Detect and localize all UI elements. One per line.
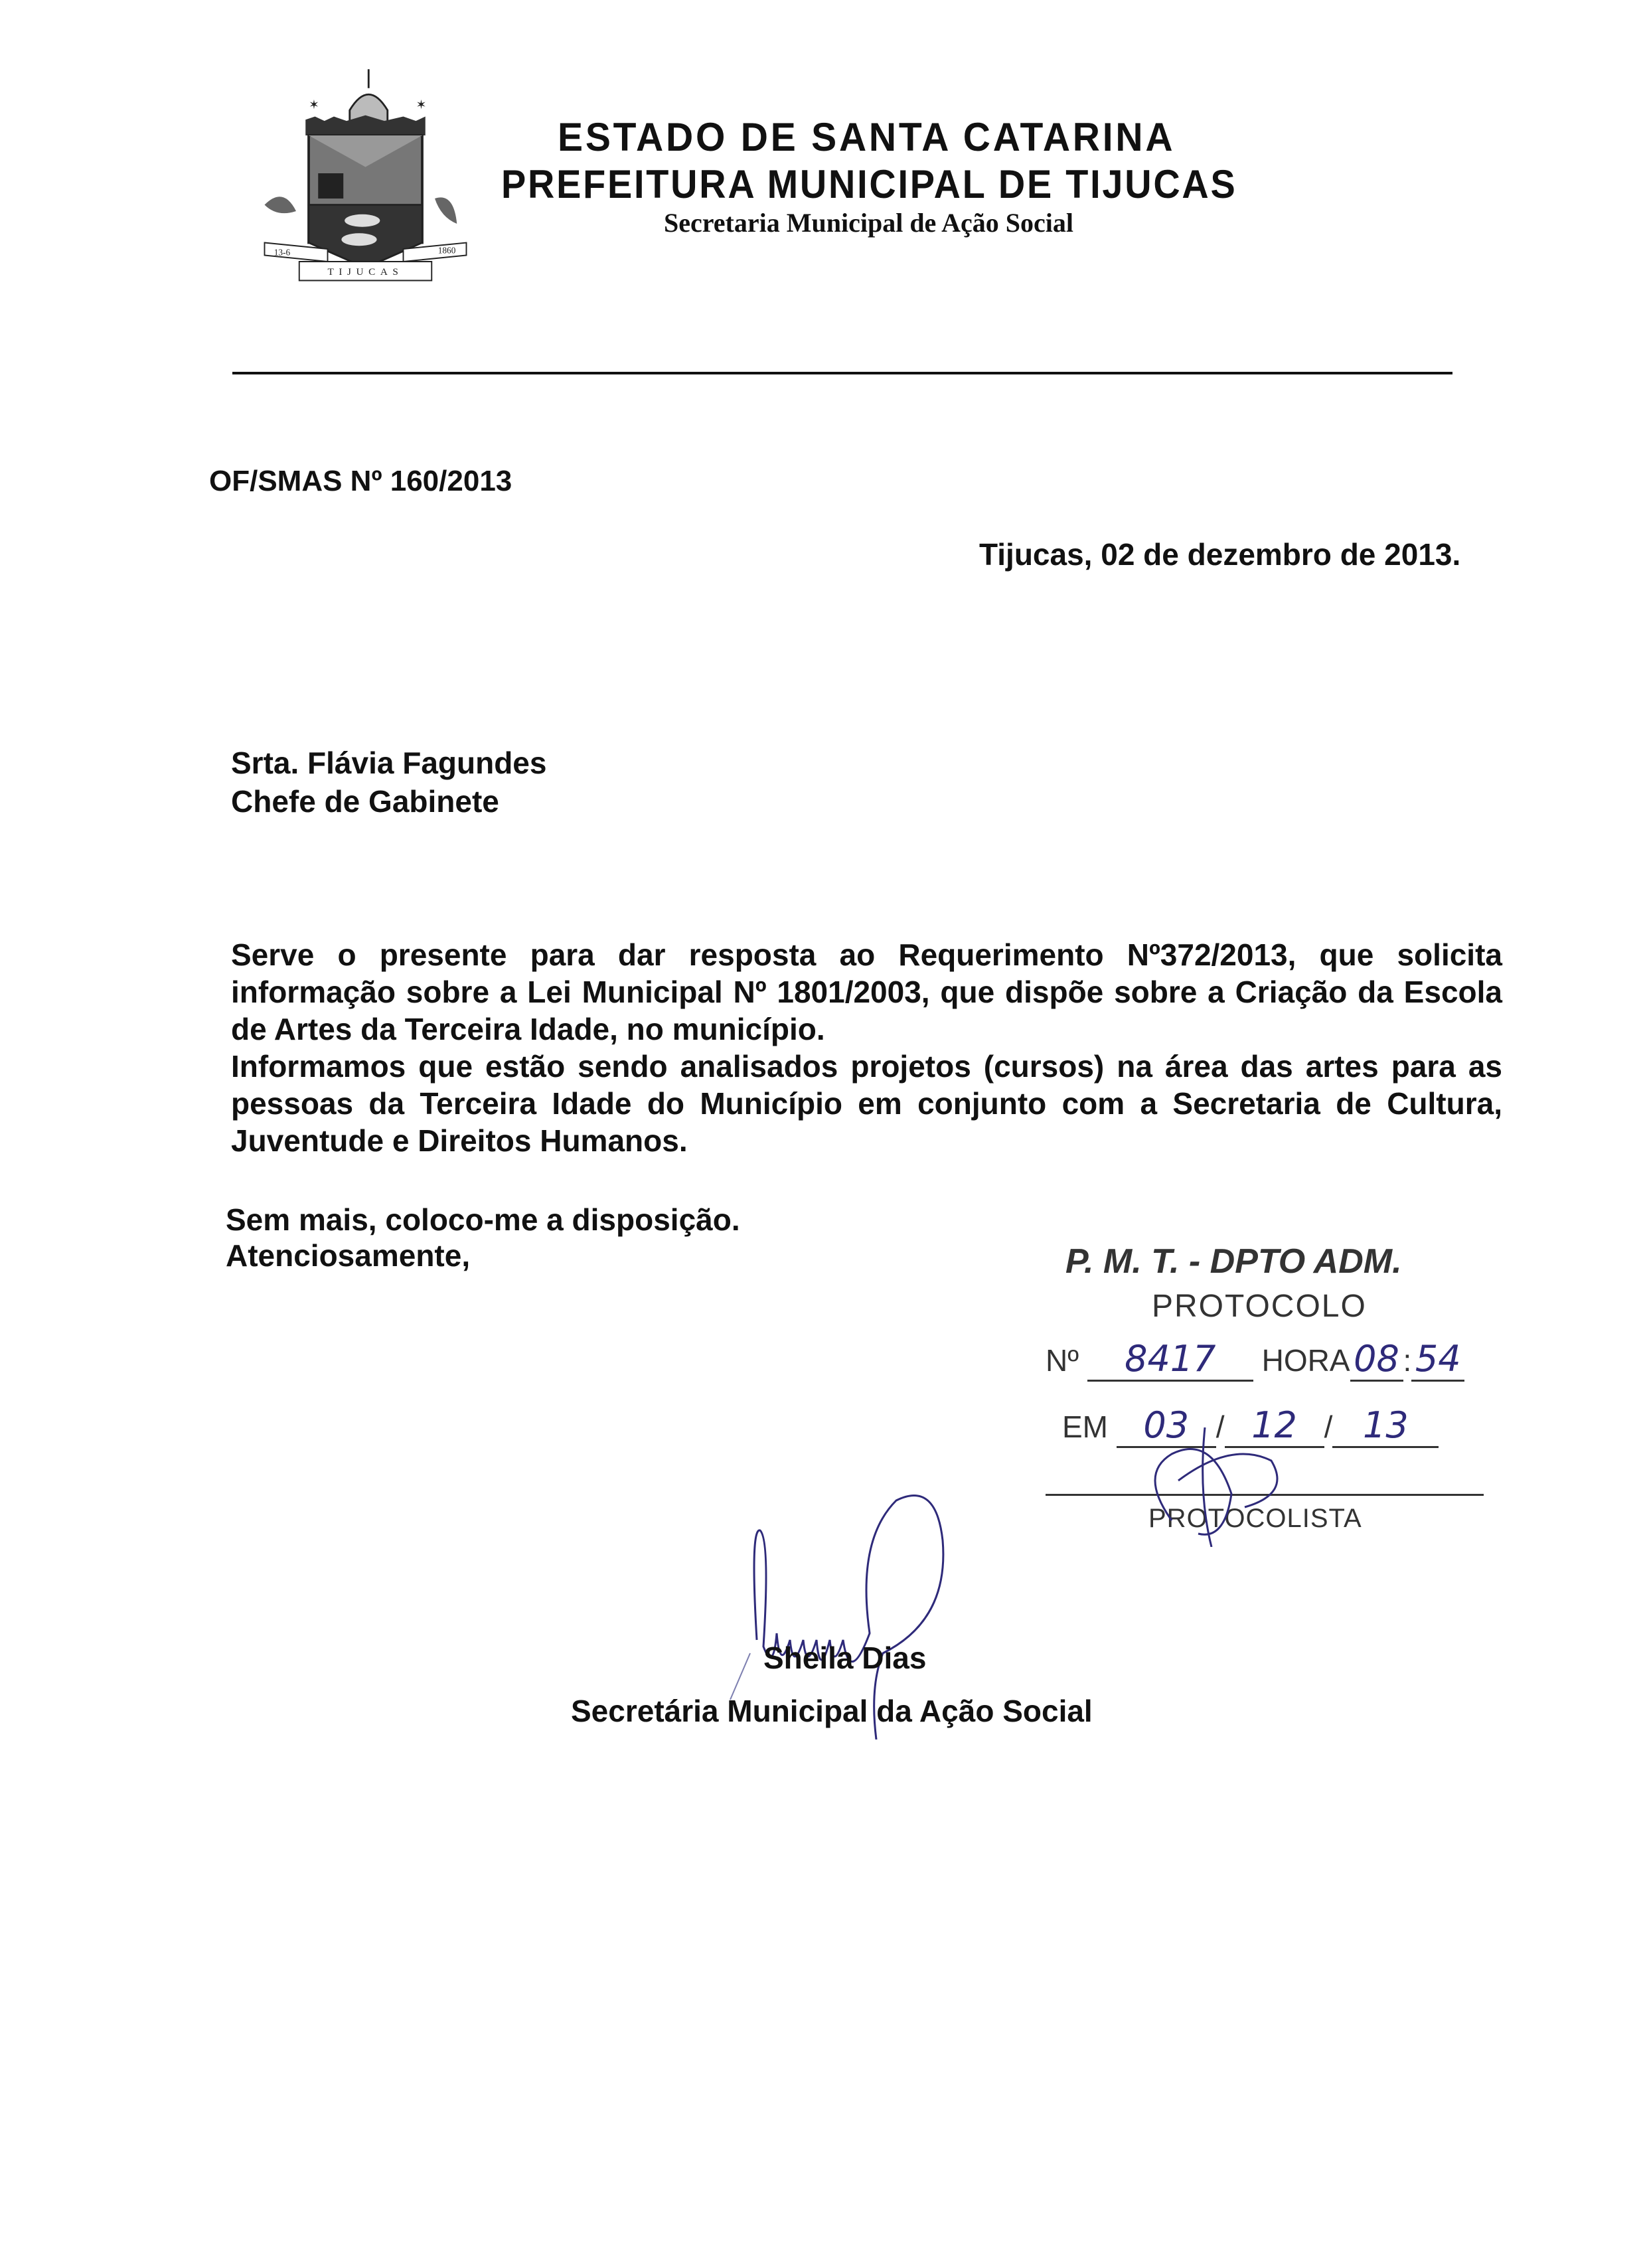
stamp-date-day: 03 xyxy=(1117,1404,1216,1448)
body-paragraph: Serve o presente para dar resposta ao Requerimento Nº372/2013, que solicita informação sobre a Lei Municipal Nº 1801/2003, que dispõe sobre a Criação da Escola de Artes da Terceira Idade, no município. xyxy=(231,937,1502,1046)
seal-city-label: TIJUCAS xyxy=(327,266,404,278)
closing-block xyxy=(226,1202,740,1273)
letter-reference: OF/SMAS Nº 160/2013 xyxy=(209,465,512,497)
stamp-date-row: EM 03 / 12 / 13 xyxy=(1062,1404,1439,1448)
seal-date-right: 1860 xyxy=(437,245,456,256)
svg-text:✶: ✶ xyxy=(416,98,427,113)
header-secretariat: Secretaria Municipal de Ação Social xyxy=(664,208,1073,238)
stamp-signature-label: PROTOCOLISTA xyxy=(1148,1504,1362,1533)
svg-text:✶: ✶ xyxy=(309,98,319,113)
letter-body xyxy=(231,936,1502,1159)
protocol-stamp xyxy=(1046,1242,1497,1540)
signer-name: Sheila Dias xyxy=(763,1641,927,1675)
salutation: Atenciosamente, xyxy=(226,1238,471,1273)
header-state: ESTADO DE SANTA CATARINA xyxy=(558,115,1176,159)
stamp-number-value: 8417 xyxy=(1087,1338,1253,1382)
recipient-title: Chefe de Gabinete xyxy=(231,784,499,819)
stamp-date-year: 13 xyxy=(1332,1404,1439,1448)
protocolist-signature xyxy=(1132,1414,1304,1547)
stamp-date-label: EM xyxy=(1062,1410,1108,1444)
header-prefecture: PREFEITURA MUNICIPAL DE TIJUCAS xyxy=(501,162,1237,206)
signer-title: Secretária Municipal da Ação Social xyxy=(571,1694,1093,1728)
closing-line: Sem mais, coloco-me a disposição. xyxy=(226,1202,740,1237)
stamp-number-row: Nº 8417 HORA 08 : 54 xyxy=(1046,1338,1464,1382)
letter-place-date: Tijucas, 02 de dezembro de 2013. xyxy=(979,537,1461,572)
stamp-date-month: 12 xyxy=(1225,1404,1324,1448)
stamp-time-hour: 08 xyxy=(1350,1338,1403,1382)
stamp-subtitle: PROTOCOLO xyxy=(1152,1289,1367,1324)
recipient-block xyxy=(231,744,546,821)
coat-of-arms-seal xyxy=(239,60,505,312)
seal-date-left: 13-6 xyxy=(274,247,291,258)
body-paragraph: Informamos que estão sendo analisados projetos (cursos) na área das artes para as pessoas da Terceira Idade do Município em conjunto com a Secretaria de Cultura, Juventude e Direitos Humanos. xyxy=(231,1049,1502,1158)
stamp-number-label: Nº xyxy=(1046,1343,1079,1378)
stamp-time-minute: 54 xyxy=(1411,1338,1464,1382)
stamp-title: P. M. T. - DPTO ADM. xyxy=(1065,1242,1402,1281)
header-divider xyxy=(232,372,1452,374)
stamp-time-label: HORA xyxy=(1261,1343,1350,1378)
recipient-name: Srta. Flávia Fagundes xyxy=(231,746,547,780)
